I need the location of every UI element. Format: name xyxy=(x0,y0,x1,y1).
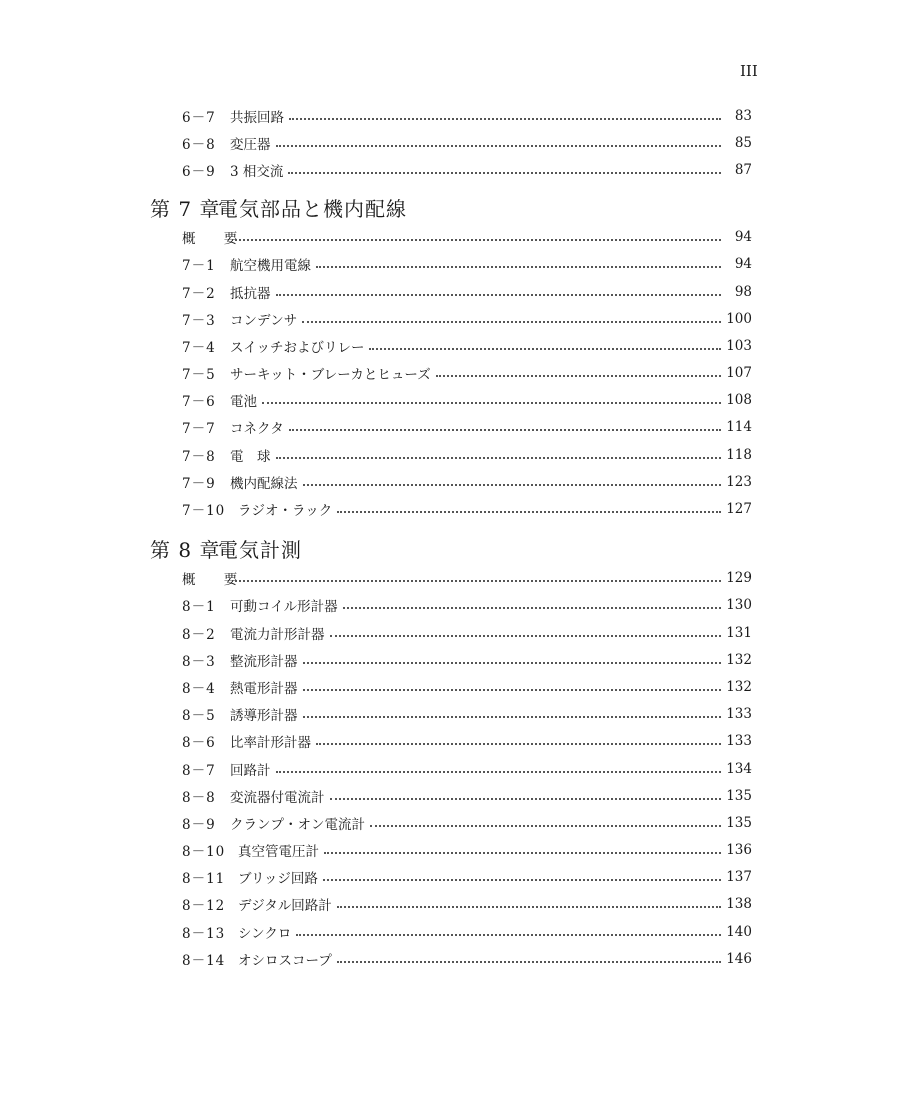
toc-entry-8-1[interactable] xyxy=(150,592,752,619)
entry-title: クランプ・オン電流計 xyxy=(230,816,365,833)
entry-page: 108 xyxy=(726,392,752,409)
toc-entry-8-11[interactable] xyxy=(150,864,752,891)
dot-leader xyxy=(276,294,722,296)
dot-leader xyxy=(276,771,722,773)
entry-title: デジタル回路計 xyxy=(238,898,332,915)
dot-leader xyxy=(324,852,721,854)
dot-leader xyxy=(288,172,721,174)
entry-number: 8－5 xyxy=(182,708,216,725)
toc-entry-8-14[interactable] xyxy=(150,945,752,972)
dot-leader xyxy=(337,961,721,963)
entry-number: 8－8 xyxy=(182,789,216,806)
entry-page: 138 xyxy=(726,896,752,913)
toc-entry-7-2[interactable] xyxy=(150,278,752,305)
entry-title: 機内配線法 xyxy=(230,475,298,492)
entry-number: 8－7 xyxy=(182,762,216,779)
entry-number: 8－12 xyxy=(182,898,226,915)
entry-number: 6－9 xyxy=(182,163,216,180)
entry-title: 誘導形計器 xyxy=(230,708,298,725)
chapter-8 xyxy=(150,535,752,973)
toc-entry-8-10[interactable] xyxy=(150,837,752,864)
toc-entry-7-1[interactable] xyxy=(150,251,752,278)
entry-title: 真空管電圧計 xyxy=(238,844,319,861)
entry-number: 8－14 xyxy=(182,952,226,969)
dot-leader xyxy=(289,429,721,431)
entry-number: 8－10 xyxy=(182,844,226,861)
toc-entry-7-5[interactable] xyxy=(150,360,752,387)
entry-number: 6－8 xyxy=(182,136,216,153)
toc-entry-8-overview[interactable] xyxy=(150,565,752,592)
dot-leader xyxy=(316,266,721,268)
entry-title: 電流力計形計器 xyxy=(230,626,325,643)
entry-page: 137 xyxy=(726,869,752,886)
entry-title: シンクロ xyxy=(238,925,292,942)
dot-leader xyxy=(370,825,721,827)
entry-page: 127 xyxy=(726,501,752,518)
entry-number: 8－2 xyxy=(182,626,216,643)
dot-leader xyxy=(235,580,721,582)
entry-title: コンデンサ xyxy=(230,312,298,329)
dot-leader xyxy=(436,375,721,377)
entry-number: 8－4 xyxy=(182,680,216,697)
dot-leader xyxy=(303,662,722,664)
entry-page: 136 xyxy=(726,842,752,859)
dot-leader xyxy=(302,321,721,323)
entry-title: 共振回路 xyxy=(230,109,284,126)
entry-number: 8－1 xyxy=(182,599,216,616)
entry-page: 107 xyxy=(726,365,752,382)
entry-title: スイッチおよびリレー xyxy=(230,339,365,356)
dot-leader xyxy=(369,348,721,350)
dot-leader xyxy=(337,906,721,908)
chapter-6-continued xyxy=(150,102,752,184)
entry-number: 7－7 xyxy=(182,421,216,438)
entry-title: 変流器付電流計 xyxy=(230,789,325,806)
entry-title: 比率計形計器 xyxy=(230,735,311,752)
toc-entry-8-9[interactable] xyxy=(150,809,752,836)
entry-page: 94 xyxy=(734,229,752,246)
chapter-number: 第 8 章 xyxy=(150,537,221,562)
dot-leader xyxy=(303,484,722,486)
toc-entry-6-9[interactable] xyxy=(150,156,752,183)
entry-number: 7－1 xyxy=(182,258,216,275)
dot-leader xyxy=(303,716,722,718)
entry-page: 87 xyxy=(734,161,752,178)
entry-title: ブリッジ回路 xyxy=(238,871,318,888)
entry-title: 3 相交流 xyxy=(230,163,284,180)
entry-page: 134 xyxy=(726,760,752,777)
dot-leader xyxy=(276,145,722,147)
dot-leader xyxy=(330,798,722,800)
dot-leader xyxy=(296,934,721,936)
dot-leader xyxy=(276,457,722,459)
entry-page: 130 xyxy=(726,597,752,614)
toc-entry-8-4[interactable] xyxy=(150,673,752,700)
entry-page: 85 xyxy=(734,134,752,151)
entry-number: 7－5 xyxy=(182,367,216,384)
page-number: III xyxy=(740,62,758,80)
entry-number: 7－8 xyxy=(182,448,216,465)
entry-title: 整流形計器 xyxy=(230,653,298,670)
entry-title: 電 球 xyxy=(230,448,271,465)
entry-page: 114 xyxy=(726,419,752,436)
entry-page: 140 xyxy=(726,923,752,940)
entry-page: 132 xyxy=(726,678,752,695)
dot-leader xyxy=(337,511,721,513)
toc-entry-7-6[interactable] xyxy=(150,387,752,414)
entry-title: コネクタ xyxy=(230,421,284,438)
entry-page: 129 xyxy=(726,570,752,587)
entry-number: 8－9 xyxy=(182,816,216,833)
entry-page: 123 xyxy=(726,473,752,490)
toc-entry-8-8[interactable] xyxy=(150,782,752,809)
entry-title: 抵抗器 xyxy=(230,285,271,302)
entry-title: オシロスコープ xyxy=(238,952,332,969)
entry-number: 7－9 xyxy=(182,475,216,492)
entry-page: 135 xyxy=(726,814,752,831)
toc-entry-8-2[interactable] xyxy=(150,619,752,646)
entry-page: 94 xyxy=(734,256,752,273)
toc-entry-8-7[interactable] xyxy=(150,755,752,782)
toc-entry-7-10[interactable] xyxy=(150,495,752,522)
entry-title: ラジオ・ラック xyxy=(238,503,333,520)
chapter-7 xyxy=(150,194,752,523)
entry-page: 135 xyxy=(726,787,752,804)
entry-title: サーキット・ブレーカとヒューズ xyxy=(230,367,431,384)
chapter-title: 電気計測 xyxy=(218,537,302,562)
toc-entry-7-3[interactable] xyxy=(150,305,752,332)
dot-leader xyxy=(316,743,721,745)
entry-page: 133 xyxy=(726,733,752,750)
entry-page: 133 xyxy=(726,706,752,723)
entry-title: 電池 xyxy=(230,394,257,411)
entry-number: 7－10 xyxy=(182,503,226,520)
toc-entry-6-7[interactable] xyxy=(150,102,752,129)
entry-number: 7－3 xyxy=(182,312,216,329)
chapter-title: 電気部品と機内配線 xyxy=(218,196,407,221)
entry-number: 8－13 xyxy=(182,925,226,942)
dot-leader xyxy=(289,118,721,120)
entry-page: 131 xyxy=(726,624,752,641)
entry-number: 7－6 xyxy=(182,394,216,411)
entry-page: 100 xyxy=(726,310,752,327)
dot-leader xyxy=(343,607,721,609)
entry-page: 83 xyxy=(734,107,752,124)
toc-entry-7-8[interactable] xyxy=(150,441,752,468)
entry-title: 回路計 xyxy=(230,762,271,779)
entry-title: 航空機用電線 xyxy=(230,258,311,275)
entry-page: 146 xyxy=(726,950,752,967)
chapter-number: 第 7 章 xyxy=(150,196,221,221)
dot-leader xyxy=(330,635,722,637)
entry-page: 98 xyxy=(734,283,752,300)
entry-page: 118 xyxy=(726,446,752,463)
chapter-heading[interactable] xyxy=(150,194,752,224)
toc-entry-7-overview[interactable] xyxy=(150,224,752,251)
entry-title: 可動コイル形計器 xyxy=(230,599,338,616)
entry-number: 概 要 xyxy=(182,231,250,248)
toc-entry-8-5[interactable] xyxy=(150,701,752,728)
toc-entry-7-4[interactable] xyxy=(150,332,752,359)
entry-title: 熱電形計器 xyxy=(230,680,298,697)
dot-leader xyxy=(323,879,721,881)
entry-number: 概 要 xyxy=(182,572,250,589)
table-of-contents xyxy=(150,102,752,972)
entry-number: 8－11 xyxy=(182,871,226,888)
entry-number: 7－4 xyxy=(182,339,216,356)
toc-entry-8-6[interactable] xyxy=(150,728,752,755)
entry-number: 6－7 xyxy=(182,109,216,126)
toc-entry-8-13[interactable] xyxy=(150,918,752,945)
toc-entry-8-3[interactable] xyxy=(150,646,752,673)
chapter-heading[interactable] xyxy=(150,535,752,565)
entry-number: 8－3 xyxy=(182,653,216,670)
entry-title: 変圧器 xyxy=(230,136,271,153)
entry-number: 7－2 xyxy=(182,285,216,302)
entry-number: 8－6 xyxy=(182,735,216,752)
toc-entry-6-8[interactable] xyxy=(150,129,752,156)
dot-leader xyxy=(262,402,721,404)
dot-leader xyxy=(235,239,721,241)
toc-entry-7-7[interactable] xyxy=(150,414,752,441)
dot-leader xyxy=(303,689,722,691)
toc-entry-8-12[interactable] xyxy=(150,891,752,918)
entry-page: 103 xyxy=(726,337,752,354)
entry-page: 132 xyxy=(726,651,752,668)
toc-entry-7-9[interactable] xyxy=(150,468,752,495)
